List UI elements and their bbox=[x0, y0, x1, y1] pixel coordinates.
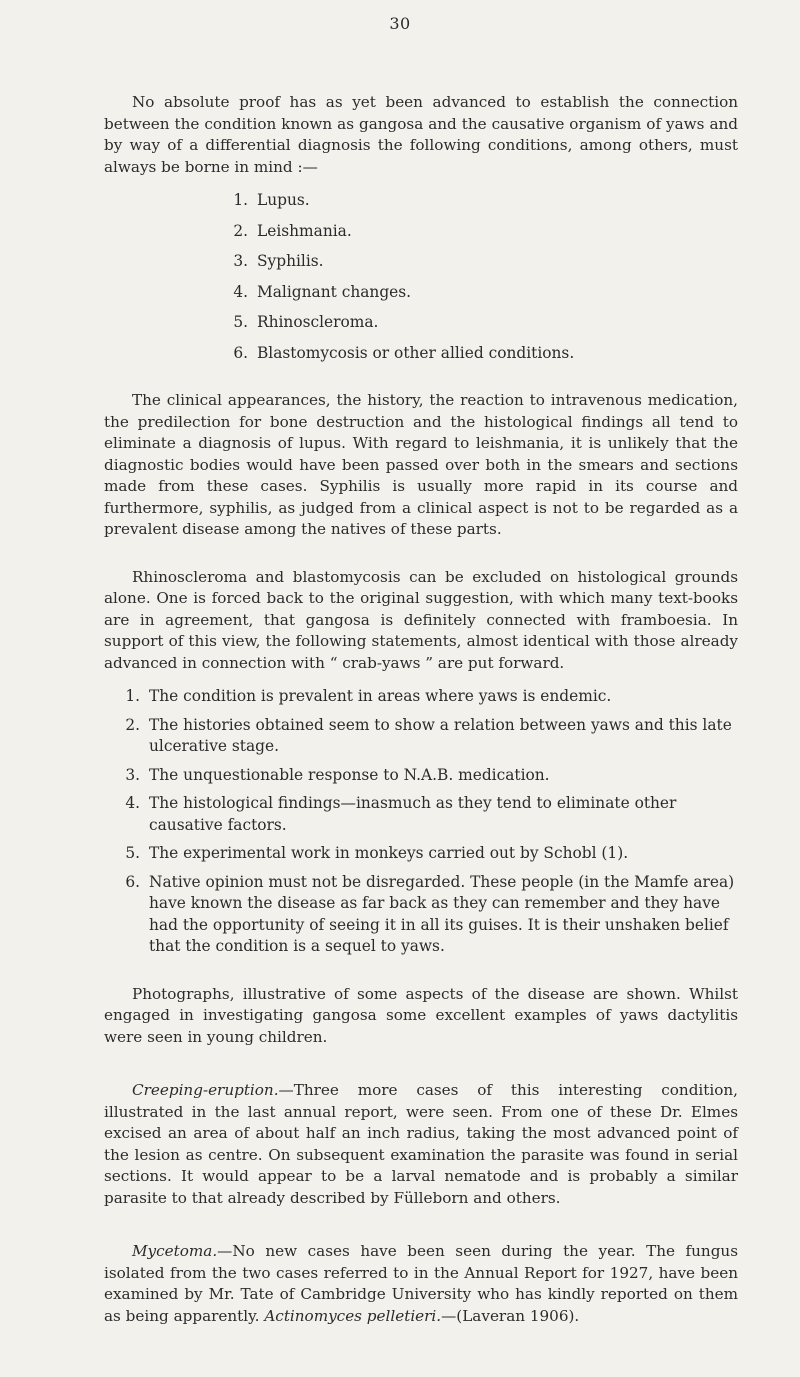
list-item-number: 4. bbox=[233, 282, 248, 301]
list-item-text: The unquestionable response to N.A.B. medication. bbox=[149, 765, 550, 784]
list-item-number: 6. bbox=[233, 343, 248, 362]
list-item bbox=[120, 686, 738, 708]
list-item-number: 5. bbox=[233, 313, 248, 331]
list-item bbox=[120, 843, 738, 865]
list-item-text: The histological findings—inasmuch as they tend to eliminate other causative factors. bbox=[149, 794, 677, 834]
list-item bbox=[228, 312, 738, 334]
list-item bbox=[120, 715, 738, 758]
paragraph-photographs: Photographs, illustrative of some aspects of the disease are shown. Whilst engaged in investigating gangosa some excellent examples of yaws dactylitis were seen in young children. bbox=[104, 984, 738, 1046]
list-item-text: The condition is prevalent in areas where yaws is endemic. bbox=[149, 687, 612, 705]
paragraph-creeping-eruption bbox=[104, 1080, 738, 1209]
list-item-text: Syphilis. bbox=[257, 252, 324, 270]
list-item bbox=[120, 872, 738, 958]
list-item bbox=[120, 765, 738, 787]
list-item-number: 1. bbox=[125, 687, 140, 705]
list-item-text: Rhinoscleroma. bbox=[257, 313, 379, 331]
differential-diagnosis-list bbox=[228, 190, 738, 364]
section-heading-creeping-eruption: Creeping-eruption. bbox=[132, 1081, 279, 1099]
citation: —(Laveran 1906). bbox=[441, 1306, 580, 1325]
list-item-number: 2. bbox=[233, 221, 248, 240]
paragraph-body: —Three more cases of this interesting condition, illustrated in the last annual report, were seen. From one of these Dr. Elmes excised an area of about half an inch radius, taking the most advanced point of the lesion as centre. On subsequent examination the parasite was found in serial sections. It would appear to be a larval nematode and is probably a similar parasite to that already described by Fülleborn and others. bbox=[104, 1081, 738, 1207]
list-item bbox=[228, 251, 738, 273]
section-heading-mycetoma: Mycetoma. bbox=[132, 1242, 218, 1260]
list-item-text: Blastomycosis or other allied conditions. bbox=[257, 343, 575, 362]
list-item bbox=[228, 221, 738, 243]
list-item-text: The histories obtained seem to show a relation between yaws and this late ulcerative stage. bbox=[149, 715, 732, 755]
list-item-number: 1. bbox=[233, 191, 248, 209]
supporting-statements-list bbox=[120, 686, 738, 958]
paragraph-intro: No absolute proof has as yet been advanced to establish the connection between the condition known as gangosa and the causative organism of yaws and by way of a differential diagnosis the following conditions, among others, must always be borne in mind :— bbox=[104, 93, 738, 176]
paragraph-body: —No new cases have been seen during the year. The fungus isolated from the two cases referred to in the Annual Report for 1927, have been examined by Mr. Tate of Cambridge University who has kindly reported on them as being apparently. bbox=[104, 1242, 738, 1325]
list-item-number: 3. bbox=[125, 765, 140, 784]
page-number: 30 bbox=[389, 14, 411, 33]
paragraph-mycetoma bbox=[104, 1241, 738, 1327]
list-item bbox=[228, 190, 738, 212]
list-item bbox=[228, 282, 738, 304]
paragraph-clinical: The clinical appearances, the history, the reaction to intravenous medication, the predilection for bone destruction and the histological findings all tend to eliminate a diagnosis of lupus. With regard to leishmania, it is unlikely that the diagnostic bodies would have been passed over both in the smears and sections made from these cases. Syphilis is usually more rapid in its course and furthermore, syphilis, as judged from a clinical aspect is not to be regarded as a prevalent disease among the natives of these parts. bbox=[104, 391, 738, 538]
list-item bbox=[228, 343, 738, 365]
paragraph-rhinoscleroma: Rhinoscleroma and blastomycosis can be excluded on histological grounds alone. One is forced back to the original suggestion, with which many text-books are in agreement, that gangosa is definitely connected with framboesia. In support of this view, the following statements, almost identical with those already advanced in connection with “ crab-yaws ” are put forward. bbox=[104, 567, 738, 672]
list-item-number: 3. bbox=[233, 252, 248, 270]
list-item-number: 2. bbox=[125, 715, 140, 734]
list-item-text: The experimental work in monkeys carried out by Schobl (1). bbox=[149, 844, 629, 862]
list-item-number: 6. bbox=[125, 872, 140, 891]
list-item-text: Leishmania. bbox=[257, 221, 352, 240]
list-item bbox=[120, 793, 738, 836]
list-item-number: 5. bbox=[125, 844, 140, 862]
list-item-number: 4. bbox=[125, 794, 140, 812]
list-item-text: Native opinion must not be disregarded. These people (in the Mamfe area) have known the disease as far back as they can remember and they have had the opportunity of seeing it in all its guises. It is their unshaken belief that the condition is a sequel to yaws. bbox=[149, 872, 735, 955]
species-name: Actinomyces pelletieri. bbox=[264, 1306, 442, 1325]
list-item-text: Malignant changes. bbox=[257, 282, 412, 301]
list-item-text: Lupus. bbox=[257, 191, 310, 209]
